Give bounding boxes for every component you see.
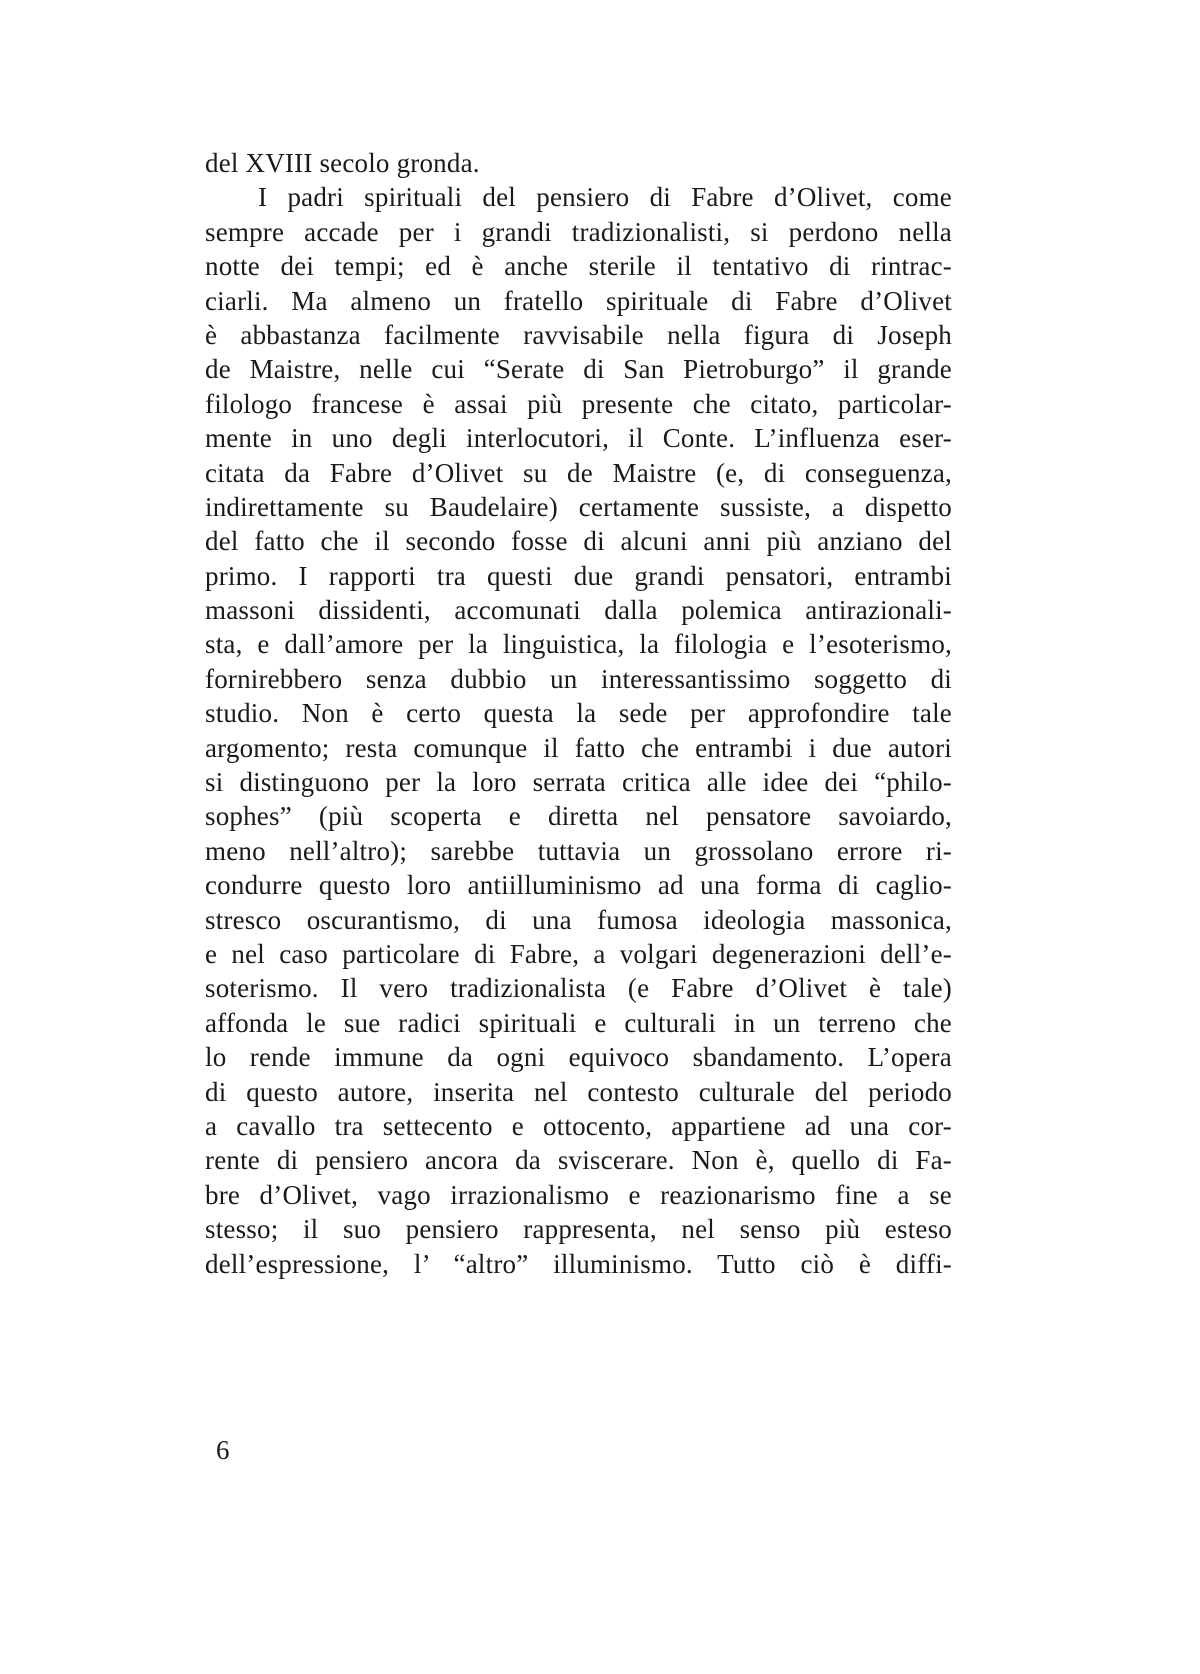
paragraph-first-line: I padri spirituali del pensiero di Fabre d’Olivet, come (258, 182, 952, 213)
text-line: meno nell’altro); sarebbe tuttavia un grossolano errore ri- (205, 835, 952, 866)
text-line: rente di pensiero ancora da sviscerare. Non è, quello di Fa- (205, 1145, 952, 1176)
text-line: massoni dissidenti, accomunati dalla polemica antirazionali- (205, 595, 952, 626)
text-line: stresco oscurantismo, di una fumosa ideologia massonica, (205, 904, 952, 935)
text-line: de Maistre, nelle cui “Serate di San Pietroburgo” il grande (205, 354, 952, 385)
text-line: citata da Fabre d’Olivet su de Maistre (e, di conseguenza, (205, 457, 952, 488)
text-line: del fatto che il secondo fosse di alcuni anni più anziano del (205, 526, 952, 557)
text-line: stesso; il suo pensiero rappresenta, nel senso più esteso (205, 1214, 952, 1245)
text-line: sta, e dall’amore per la linguistica, la filologia e l’esoterismo, (205, 629, 952, 660)
text-line: a cavallo tra settecento e ottocento, appartiene ad una cor- (205, 1110, 952, 1141)
text-line: ciarli. Ma almeno un fratello spirituale di Fabre d’Olivet (205, 285, 952, 316)
text-line: affonda le sue radici spirituali e culturali in un terreno che (205, 1007, 952, 1038)
text-line: primo. I rapporti tra questi due grandi pensatori, entrambi (205, 560, 952, 591)
page-number: 6 (216, 1435, 230, 1465)
text-line: del XVIII secolo gronda. (205, 148, 480, 178)
text-line: bre d’Olivet, vago irrazionalismo e reazionarismo fine a se (205, 1179, 952, 1210)
text-line: lo rende immune da ogni equivoco sbandamento. L’opera (205, 1042, 952, 1073)
text-line: sophes” (più scoperta e diretta nel pensatore savoiardo, (205, 801, 952, 832)
text-line: si distinguono per la loro serrata critica alle idee dei “philo- (205, 767, 952, 798)
text-line: dell’espressione, l’ “altro” illuminismo. Tutto ciò è diffi- (205, 1248, 952, 1279)
text-line: fornirebbero senza dubbio un interessantissimo soggetto di (205, 663, 952, 694)
text-line: argomento; resta comunque il fatto che entrambi i due autori (205, 732, 952, 763)
text-line: indirettamente su Baudelaire) certamente sussiste, a dispetto (205, 491, 952, 522)
text-line: soterismo. Il vero tradizionalista (e Fabre d’Olivet è tale) (205, 973, 952, 1004)
text-line: sempre accade per i grandi tradizionalisti, si perdono nella (205, 216, 952, 247)
text-line: filologo francese è assai più presente che citato, particolar- (205, 388, 952, 419)
text-line: è abbastanza facilmente ravvisabile nella figura di Joseph (205, 319, 952, 350)
text-line: mente in uno degli interlocutori, il Conte. L’influenza eser- (205, 423, 952, 454)
text-line: studio. Non è certo questa la sede per approfondire tale (205, 698, 952, 729)
page-body (205, 146, 952, 1281)
text-line: e nel caso particolare di Fabre, a volgari degenerazioni dell’e- (205, 938, 952, 969)
text-line: di questo autore, inserita nel contesto culturale del periodo (205, 1076, 952, 1107)
text-line: condurre questo loro antiilluminismo ad una forma di caglio- (205, 870, 952, 901)
text-line: notte dei tempi; ed è anche sterile il tentativo di rintrac- (205, 251, 952, 282)
